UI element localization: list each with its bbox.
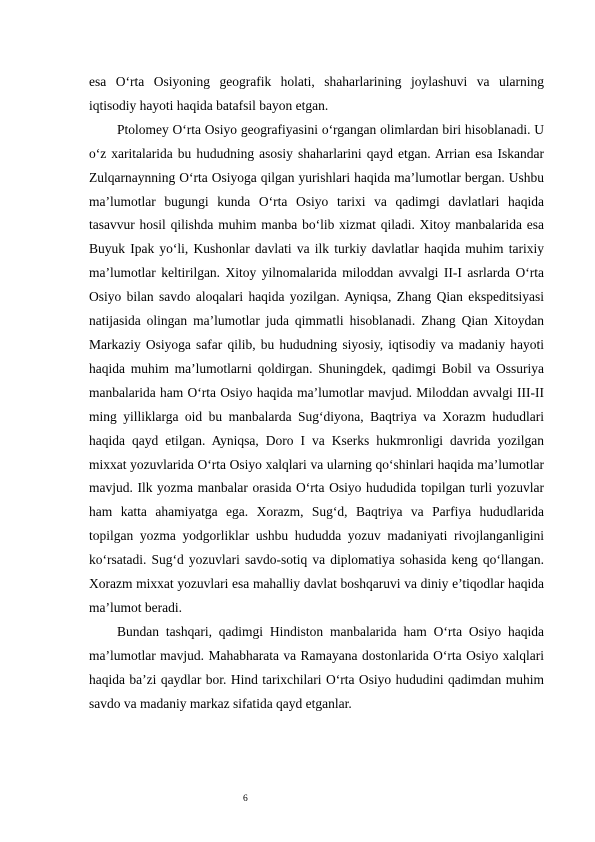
paragraph-india-sources: Bundan tashqari, qadimgi Hindiston manbalarida ham O‘rta Osiyo haqida ma’lumotlar mavjud. Mahabharata va Ramayana dostonlarida O‘rta Osiyo xalqlari haqida ba’zi qaydlar bor. Hind tarixchilari O‘rta Osiyo hududini qadimdan muhim savdo va madaniy markaz sifatida qayd etganlar.: [89, 623, 544, 711]
page-number: 6: [243, 794, 248, 804]
body-text: [89, 70, 544, 715]
paragraph-sources: Ptolomey O‘rta Osiyo geografiyasini o‘rgangan olimlardan biri hisoblanadi. U o‘z xaritalarida bu hududning asosiy shaharlarini qayd etgan. Arrian esa Iskandar Zulqarnaynning O‘rta Osiyoga qilgan yurishlari haqida ma’lumotlar bergan. Ushbu ma’lumotlar bugungi kunda O‘rta Osiyo tarixi va qadimgi davlatlari haqida tasavvur hosil qilishda muhim manba bo‘lib xizmat qiladi. Xitoy manbalarida esa Buyuk Ipak yo‘li, Kushonlar davlati va ilk turkiy davlatlar haqida muhim tarixiy ma’lumotlar keltirilgan. Xitoy yilnomalarida miloddan avvalgi II-I asrlarda O‘rta Osiyo bilan savdo aloqalari haqida yozilgan. Ayniqsa, Zhang Qian ekspeditsiyasi natijasida olingan ma’lumotlar juda qimmatli hisoblanadi. Zhang Qian Xitoydan Markaziy Osiyoga safar qilib, bu hududning siyosiy, iqtisodiy va madaniy hayoti haqida muhim ma’lumotlarni qoldirgan. Shuningdek, qadimgi Bobil va Ossuriya manbalarida ham O‘rta Osiyo haqida ma’lumotlar mavjud. Miloddan avvalgi III-II ming yilliklarga oid bu manbalarda Sug‘diyona, Baqtriya va Xorazm hududlari haqida qayd etilgan. Ayniqsa, Doro I va Kserks hukmronligi davrida yozilgan mixxat yozuvlarida O‘rta Osiyo xalqlari va ularning qo‘shinlari haqida ma’lumotlar mavjud. Ilk yozma manbalar orasida O‘rta Osiyo hududida topilgan turli yozuvlar ham katta ahamiyatga ega. Xorazm, Sug‘d, Baqtriya va Parfiya hududlarida topilgan yozma yodgorliklar ushbu hududda yozuv madaniyati rivojlanganligini ko‘rsatadi. Sug‘d yozuvlari savdo-sotiq va diplomatiya sohasida keng qo‘llangan. Xorazm mixxat yozuvlari esa mahalliy davlat boshqaruvi va diniy e’tiqodlar haqida ma’lumot beradi.: [89, 121, 544, 615]
paragraph-continuation: esa O‘rta Osiyoning geografik holati, shaharlarining joylashuvi va ularning iqtisodiy hayoti haqida batafsil bayon etgan.: [89, 74, 544, 113]
